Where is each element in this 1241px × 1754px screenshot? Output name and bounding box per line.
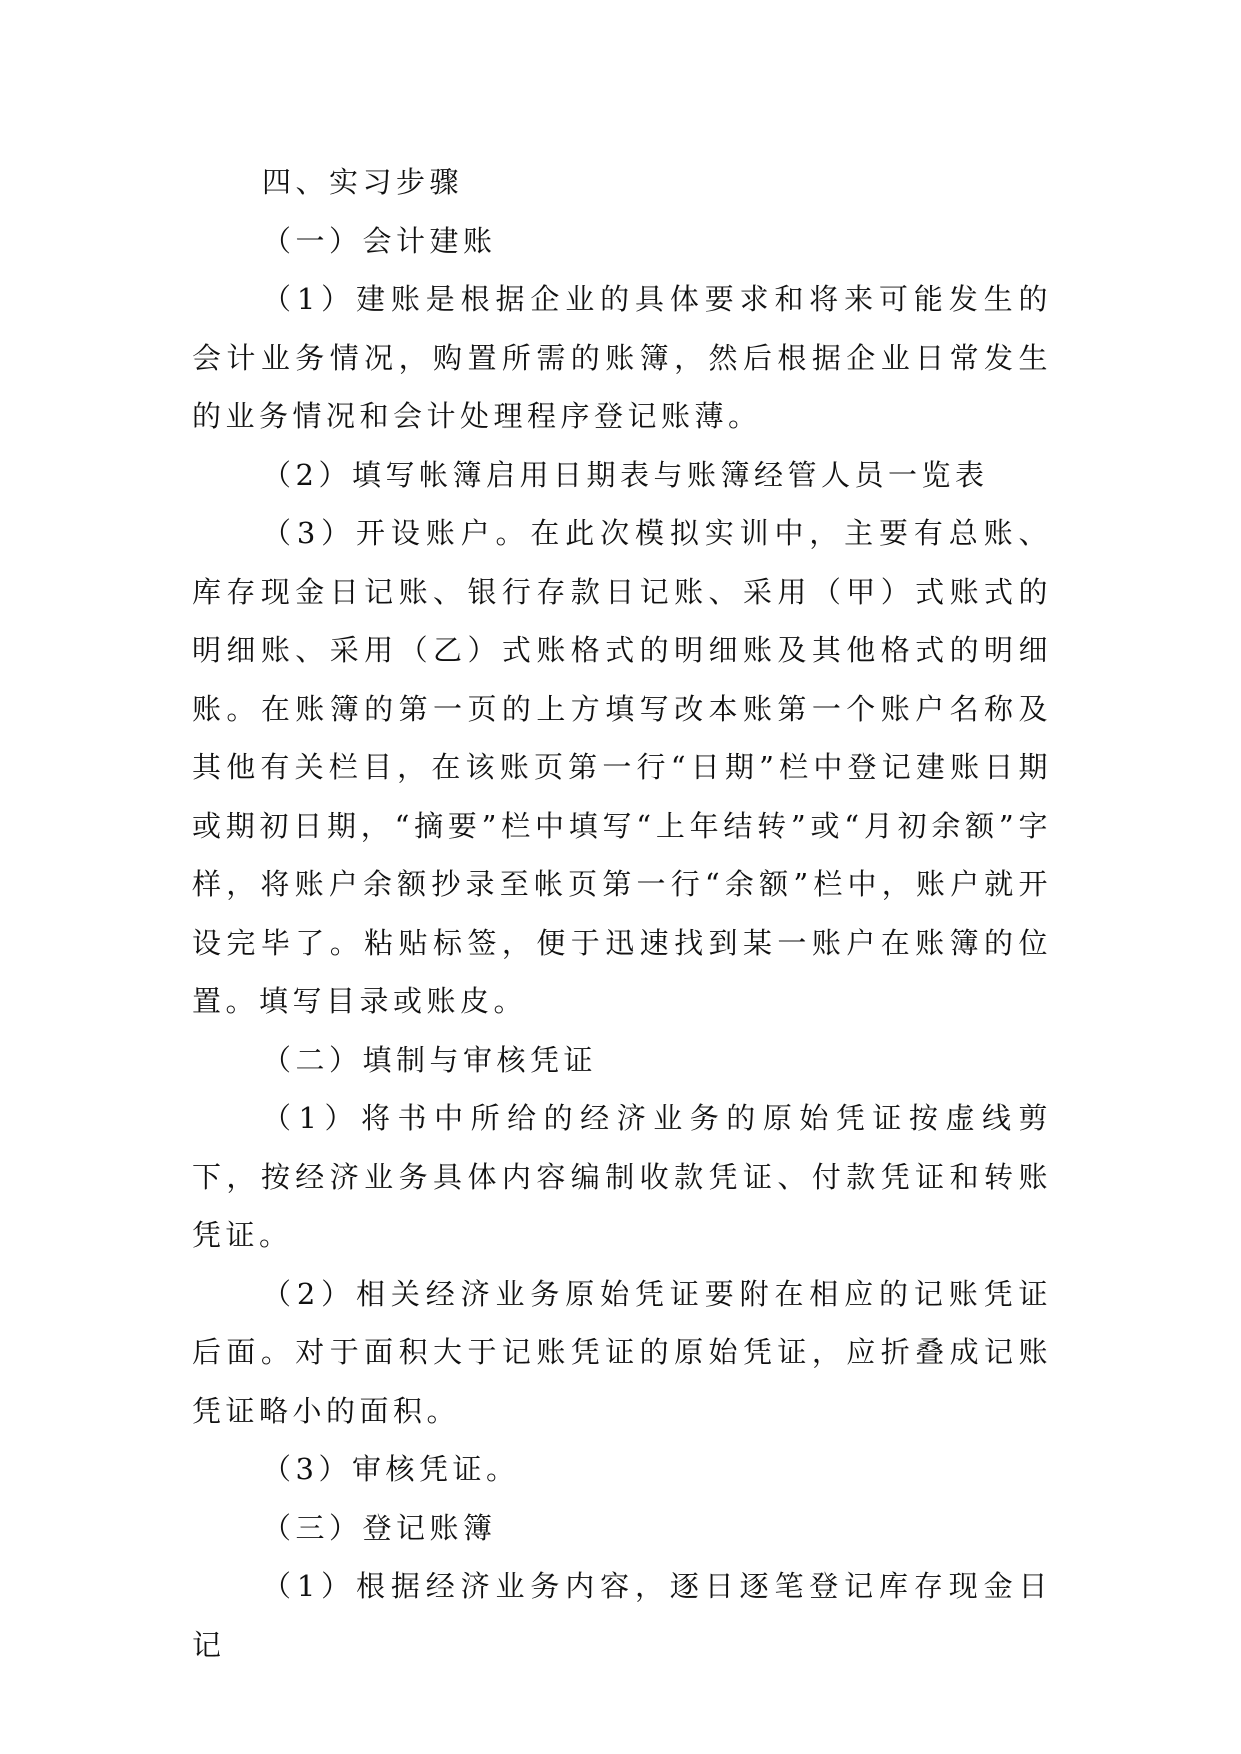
paragraph-2-1: （1）将书中所给的经济业务的原始凭证按虚线剪下，按经济业务具体内容编制收款凭证、付款凭证和转账凭证。	[192, 1101, 1052, 1252]
paragraph-2-2: （2）相关经济业务原始凭证要附在相应的记账凭证后面。对于面积大于记账凭证的原始凭证，应折叠成记账凭证略小的面积。	[192, 1276, 1052, 1428]
paragraph-1-3: （3）开设账户。在此次模拟实训中，主要有总账、库存现金日记账、银行存款日记账、采用（甲）式账式的明细账、采用（乙）式账格式的明细账及其他格式的明细账。在账簿的第一页的上方填写改本账第一个账户名称及其他有关栏目，在该账页第一行“日期”栏中登记建账日期或期初日期，“摘要”栏中填写“上年结转”或“月初余额”字样，将账户余额抄录至帐页第一行“余额”栏中，账户就开设完毕了。粘贴标签，便于迅速找到某一账户在账簿的位置。填写目录或账皮。	[192, 516, 1052, 1018]
paragraph-3-1: （1）根据经济业务内容，逐日逐笔登记库存现金日记	[192, 1569, 1052, 1662]
paragraph-2-3: （3）审核凭证。	[262, 1452, 520, 1486]
paragraph-1-1: （1）建账是根据企业的具体要求和将来可能发生的会计业务情况，购置所需的账簿，然后根据企业日常发生的业务情况和会计处理程序登记账薄。	[192, 282, 1052, 433]
document-body	[192, 153, 1052, 1674]
section-title: 四、实习步骤	[262, 165, 464, 199]
part-heading-1: （一）会计建账	[262, 223, 497, 258]
part-heading-2: （二）填制与审核凭证	[262, 1042, 598, 1077]
part-heading-3: （三）登记账簿	[262, 1510, 497, 1545]
paragraph-1-2: （2）填写帐簿启用日期表与账簿经管人员一览表	[262, 457, 989, 492]
